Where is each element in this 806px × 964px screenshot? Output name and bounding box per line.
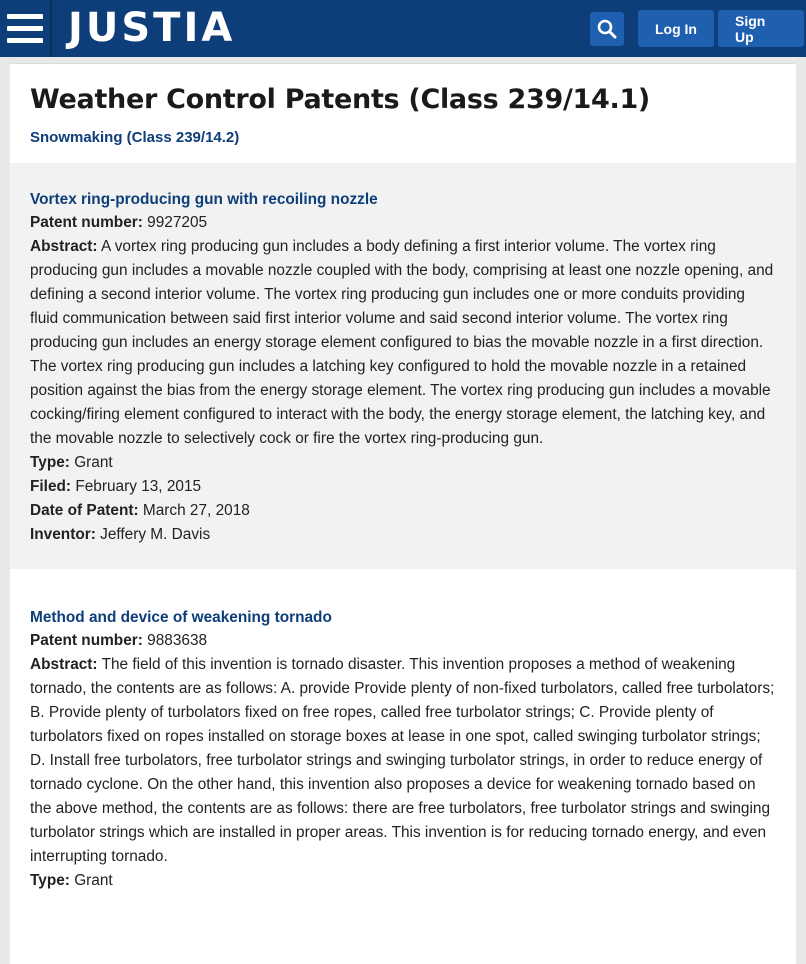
- page-header: [10, 64, 796, 163]
- abstract-row: [30, 235, 776, 451]
- patent-title-link[interactable]: Vortex ring-producing gun with recoiling nozzle: [30, 191, 378, 208]
- patent-number-row: [30, 211, 776, 235]
- patent-number-label: Patent number:: [30, 632, 143, 649]
- inventor-label: Inventor:: [30, 526, 96, 543]
- top-navbar: [0, 0, 806, 57]
- patent-number-value: 9883638: [147, 632, 208, 649]
- search-icon: [597, 19, 617, 39]
- subclass-link-snowmaking[interactable]: Snowmaking (Class 239/14.2): [30, 129, 240, 146]
- type-label: Type:: [30, 454, 70, 471]
- date-of-patent-row: [30, 499, 776, 523]
- filed-label: Filed:: [30, 478, 72, 495]
- date-of-patent-label: Date of Patent:: [30, 502, 139, 519]
- patent-title-link[interactable]: Method and device of weakening tornado: [30, 609, 332, 626]
- search-button[interactable]: [590, 12, 624, 46]
- patent-number-label: Patent number:: [30, 214, 143, 231]
- abstract-label: Abstract:: [30, 656, 98, 673]
- justia-logo[interactable]: JUSTIA: [68, 5, 236, 51]
- patent-number-value: 9927205: [147, 214, 208, 231]
- page-title: Weather Control Patents (Class 239/14.1): [30, 84, 650, 115]
- main-content: [10, 63, 796, 964]
- abstract-text: The field of this invention is tornado disaster. This invention proposes a method of weakening tornado, the contents are as follows: A. provide Provide plenty of non-fixed turbolators, called free turbolators; B. Provide plenty of turbolators fixed on free ropes, called free turbolator strings; C. Provide plenty of turbolators fixed on ropes installed on storage boxes at lease in one spot, called swinging turbolator strings; D. Install free turbolators, free turbolator strings and swinging turbolator strings, in order to reduce energy of tornado cyclone. On the other hand, this invention also proposes a device for weakening tornado based on the above method, the contents are as follows: there are free turbolators, free turbolator strings and swinging turbolator strings which are installed in proper areas. This invention is for reducing tornado energy, and even interrupting tornado.: [30, 656, 775, 865]
- menu-icon[interactable]: [0, 0, 52, 57]
- patent-number-row: [30, 629, 776, 653]
- abstract-row: [30, 653, 776, 869]
- top-actions: [590, 0, 806, 57]
- login-button[interactable]: Log In: [638, 10, 714, 47]
- date-of-patent-value: March 27, 2018: [142, 502, 250, 519]
- type-value: Grant: [74, 872, 113, 889]
- inventor-value: Jeffery M. Davis: [100, 526, 211, 543]
- filed-value: February 13, 2015: [75, 478, 202, 495]
- type-value: Grant: [74, 454, 113, 471]
- patent-entry: [10, 163, 796, 569]
- filed-row: [30, 475, 776, 499]
- abstract-label: Abstract:: [30, 238, 98, 255]
- type-row: [30, 451, 776, 475]
- type-row: [30, 869, 776, 893]
- signup-button[interactable]: Sign Up: [718, 10, 804, 47]
- patent-entry: [10, 569, 796, 915]
- inventor-row: [30, 523, 776, 547]
- abstract-text: A vortex ring producing gun includes a body defining a first interior volume. The vortex ring producing gun includes a movable nozzle coupled with the body, comprising at least one nozzle opening, and defining a second interior volume. The vortex ring producing gun includes one or more conduits providing fluid communication between said first interior volume and said second interior volume. The vortex ring producing gun includes an energy storage element configured to bias the movable nozzle in a first direction. The vortex ring producing gun includes a latching key configured to hold the movable nozzle in a retained position against the bias from the energy storage element. The vortex ring producing gun includes a movable cocking/firing element configured to interact with the body, the energy storage element, the latching key, and the movable nozzle to selectively cock or fire the vortex ring-producing gun.: [30, 238, 774, 447]
- type-label: Type:: [30, 872, 70, 889]
